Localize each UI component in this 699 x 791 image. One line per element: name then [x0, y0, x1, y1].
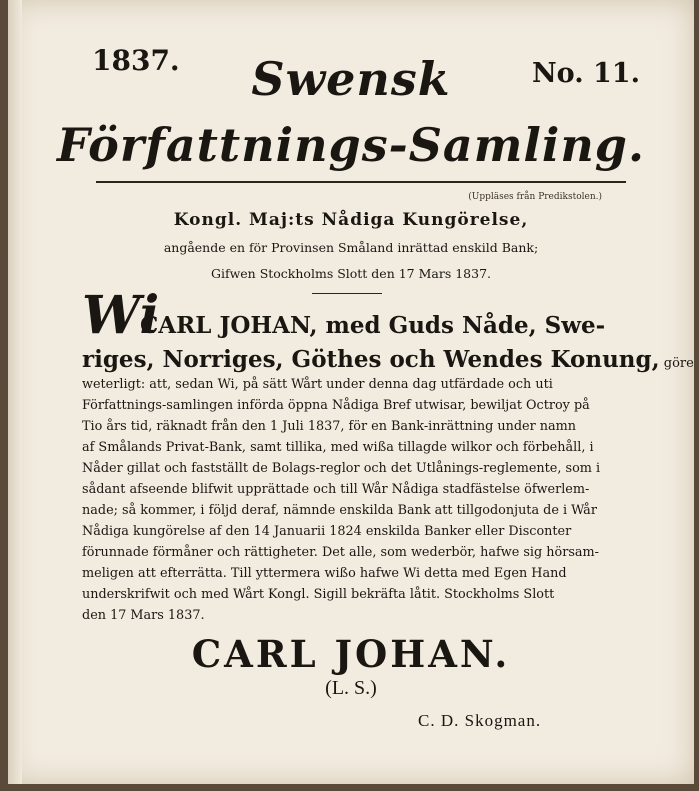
body-line: den 17 Mars 1837.: [82, 608, 205, 623]
ordinance-title: Kongl. Maj:ts Nådiga Kungörelse,: [173, 210, 529, 230]
body-line: Tio års tid, räknadt från den 1 Juli 1837, för en Bank-inrättning under namn: [82, 419, 577, 434]
body-line: meligen att efterrätta. Till yttermera wißo hafwe Wi detta med Egen Hand: [82, 566, 567, 581]
body-text: [82, 374, 632, 626]
body-line-royal-name: CARL JOHAN, med Guds Nåde, Swe-: [140, 312, 606, 339]
body-line: af Smålands Privat-Bank, samt tillika, med wißa tillagde wilkor och förbehåll, i: [82, 440, 594, 455]
body-line: weterligt: att, sedan Wi, på sätt Wårt under denna dag utfärdade och uti: [82, 377, 553, 392]
ordinance-subject: angående en för Provinsen Småland inrättad enskild Bank;: [163, 240, 539, 255]
body-line: Författnings-samlingen införda öppna Nådiga Bref utwisar, bewiljat Octroy på: [82, 398, 590, 413]
royal-titles-tail: göre: [659, 356, 694, 371]
body-line: sådant afseende blifwit upprättade och till Wår Nådiga stadfästelse öfwerlem-: [82, 482, 590, 497]
signature-name: CARL JOHAN.: [191, 632, 511, 676]
body-line: nade; så kommer, i följd deraf, nämnde enskilda Bank att tillgodonjuta de i Wår: [82, 503, 597, 518]
pulpit-note: (Uppläses från Predikstolen.): [468, 192, 602, 202]
seal-mark: (L. S.): [325, 677, 377, 699]
heading-divider: [312, 293, 382, 294]
issue-number: No. 11.: [532, 58, 640, 89]
ordinance-date: Gifwen Stockholms Slott den 17 Mars 1837.: [210, 266, 492, 281]
body-line: förunnade förmåner och rättigheter. Det alle, som wederbör, hafwe sig hörsam-: [82, 545, 599, 560]
header-rule: [96, 181, 626, 183]
masthead-title-line2: Författnings-Samling.: [57, 118, 645, 172]
countersignature: C. D. Skogman.: [418, 711, 542, 730]
masthead-title-line1: Swensk: [251, 52, 451, 106]
document-page: [8, 0, 694, 784]
body-line: underskrifwit och med Wårt Kongl. Sigill bekräfta låtit. Stockholms Slott: [82, 587, 555, 602]
royal-titles-bold: riges, Norriges, Göthes och Wendes Konung,: [82, 346, 660, 373]
year: 1837.: [92, 44, 180, 77]
body-line: Nådiga kungörelse af den 14 Januarii 1824 enskilda Banker eller Disconter: [82, 524, 572, 539]
body-line: Nåder gillat och fastställt de Bolags-reglor och det Utlånings-reglemente, som i: [82, 461, 601, 476]
body-line-royal-titles: [82, 346, 694, 373]
drop-cap: Wi: [82, 285, 160, 346]
